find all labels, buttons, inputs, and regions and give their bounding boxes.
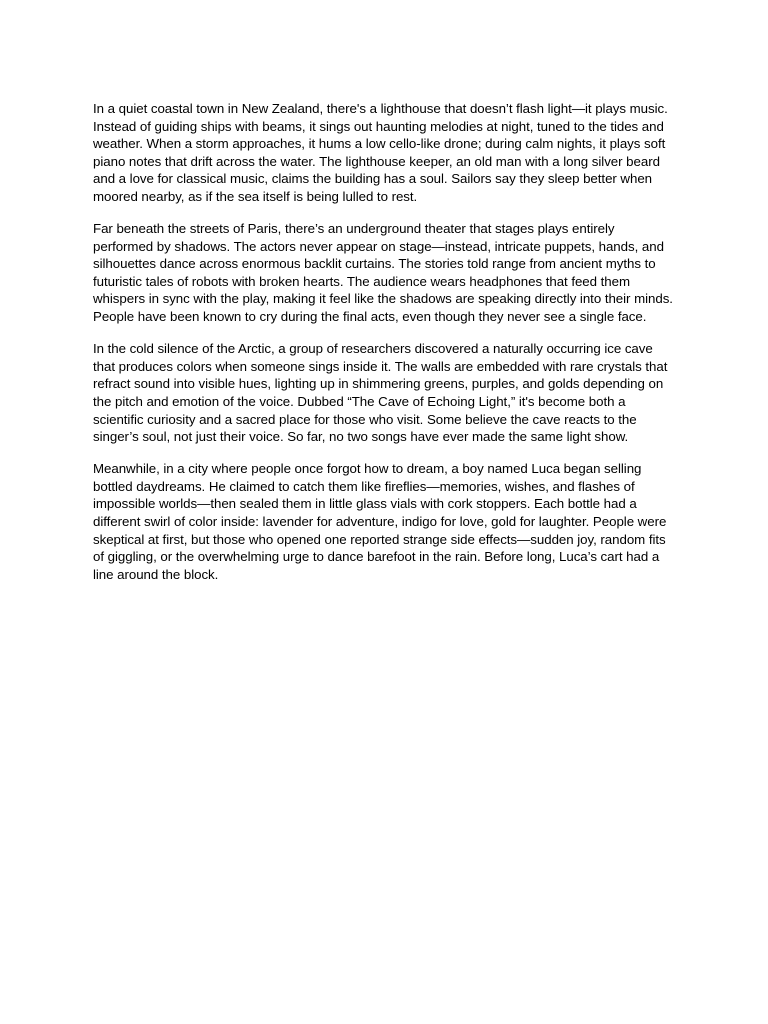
paragraph-ice-cave: In the cold silence of the Arctic, a group of researchers discovered a naturally occurring ice cave that produces colors when someone sings inside it. The walls are embedded with rare crystals that refract sound into visible hues, lighting up in shimmering greens, purples, and golds depending on the pitch and emotion of the voice. Dubbed “The Cave of Echoing Light,” it's become both a scientific curiosity and a sacred place for those who visit. Some believe the cave reacts to the singer’s soul, not just their voice. So far, no two songs have ever made the same light show. [93, 341, 668, 445]
paragraph-bottled-daydreams: Meanwhile, in a city where people once forgot how to dream, a boy named Luca began selling bottled daydreams. He claimed to catch them like fireflies—memories, wishes, and flashes of impossible worlds—then sealed them in little glass vials with cork stoppers. Each bottle had a different swirl of color inside: lavender for adventure, indigo for love, gold for laughter. People were skeptical at first, but those who opened one reported strange side effects—sudden joy, random fits of giggling, or the overwhelming urge to dance barefoot in the rain. Before long, Luca’s cart had a line around the block. [93, 461, 667, 582]
paragraph-lighthouse: In a quiet coastal town in New Zealand, there's a lighthouse that doesn’t flash light—it plays music. Instead of guiding ships with beams, it sings out haunting melodies at night, tuned to the tides and weather. When a storm approaches, it hums a low cello-like drone; during calm nights, it plays soft piano notes that drift across the water. The lighthouse keeper, an old man with a long silver beard and a love for classical music, claims the building has a soul. Sailors say they sleep better when moored nearby, as if the sea itself is being lulled to rest. [93, 101, 668, 204]
document-body [93, 100, 678, 598]
paragraph-shadow-theater: Far beneath the streets of Paris, there’s an underground theater that stages plays entirely performed by shadows. The actors never appear on stage—instead, intricate puppets, hands, and silhouettes dance across enormous backlit curtains. The stories told range from ancient myths to futuristic tales of robots with broken hearts. The audience wears headphones that feed them whispers in sync with the play, making it feel like the shadows are speaking directly into their minds. People have been known to cry during the final acts, even though they never see a single face. [93, 221, 673, 325]
